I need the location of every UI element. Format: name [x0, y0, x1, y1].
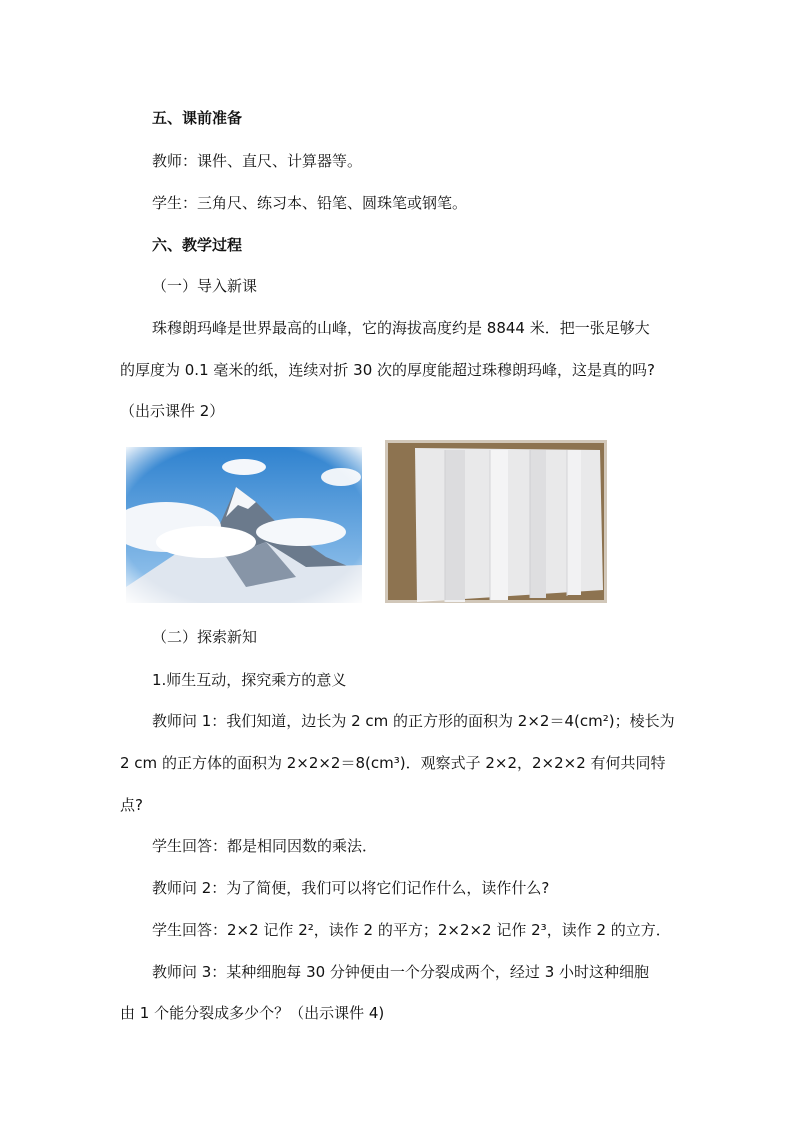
intro-heading: （一）导入新课: [152, 277, 258, 295]
prep-heading: 五、课前准备: [152, 109, 243, 127]
intro-paragraph-line-1: 珠穆朗玛峰是世界最高的山峰，它的海拔高度约是 8844 米．把一张足够大: [152, 319, 650, 337]
intro-paragraph-line-2: 的厚度为 0.1 毫米的纸，连续对折 30 次的厚度能超过珠穆朗玛峰，这是真的吗?: [120, 361, 655, 379]
folded-paper-photo: [385, 440, 607, 603]
student-answer-2: 学生回答：2×2 记作 2²，读作 2 的平方；2×2×2 记作 2³，读作 2 的立方．: [152, 921, 671, 939]
teacher-question-3-line-1: 教师问 3：某种细胞每 30 分钟便由一个分裂成两个，经过 3 小时这种细胞: [152, 963, 650, 981]
intro-paragraph-line-3: （出示课件 2）: [120, 402, 225, 420]
explore-heading: （二）探索新知: [152, 628, 258, 646]
teacher-question-3-line-2: 由 1 个能分裂成多少个？（出示课件 4): [120, 1004, 385, 1022]
teacher-question-2: 教师问 2：为了简便，我们可以将它们记作什么，读作什么?: [152, 879, 550, 897]
teacher-question-1-line-3: 点?: [120, 796, 143, 814]
explore-subheading: 1.师生互动，探究乘方的意义: [152, 671, 347, 689]
teacher-question-1-line-1: 教师问 1：我们知道，边长为 2 cm 的正方形的面积为 2×2＝4(cm²)；棱长为: [152, 712, 675, 730]
student-answer-1: 学生回答：都是相同因数的乘法．: [152, 837, 378, 855]
teacher-prep: 教师：课件、直尺、计算器等。: [152, 152, 363, 170]
mountain-photo: [126, 447, 362, 603]
teacher-question-1-line-2: 2 cm 的正方体的面积为 2×2×2＝8(cm³)．观察式子 2×2，2×2×2 有何共同特: [120, 754, 666, 772]
student-prep: 学生：三角尺、练习本、铅笔、圆珠笔或钢笔。: [152, 194, 468, 212]
process-heading: 六、教学过程: [152, 236, 243, 254]
